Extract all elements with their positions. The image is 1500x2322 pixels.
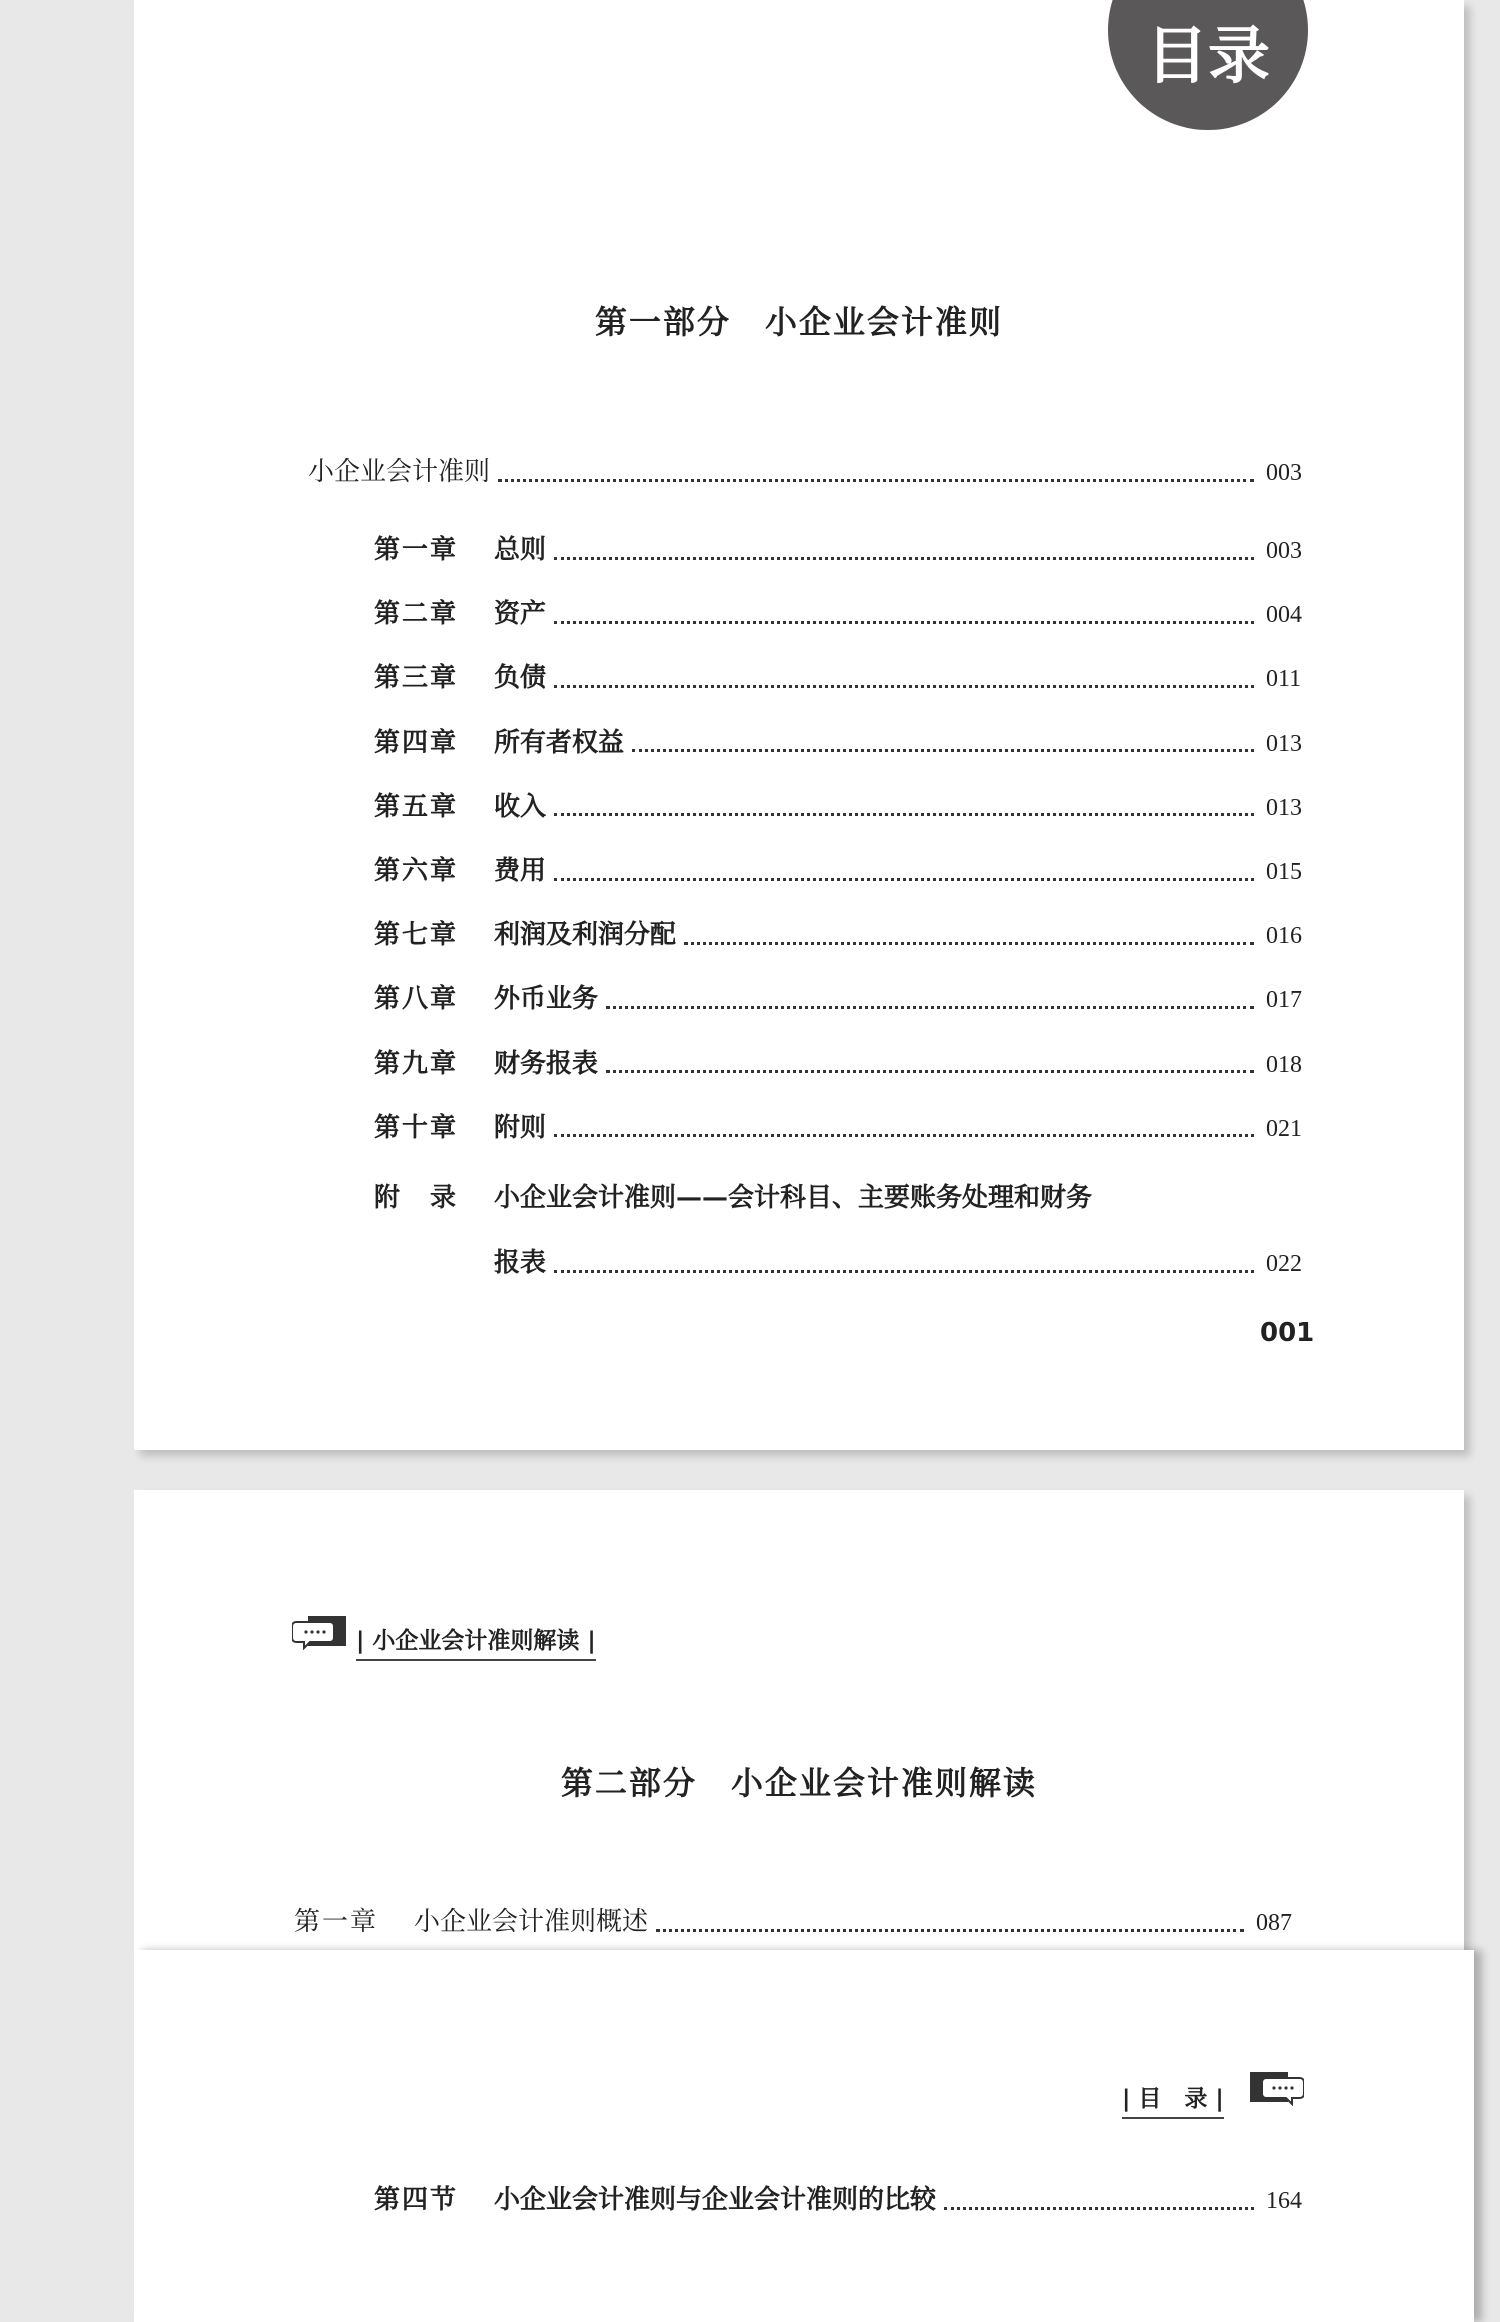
leader-dots [554, 557, 1254, 560]
toc-chapter-page: 021 [1266, 1115, 1302, 1142]
toc-page-2 [134, 1490, 1464, 1950]
toc-appendix-title-line2: 报表 [494, 1248, 547, 1278]
toc-chapter-page: 017 [1266, 987, 1302, 1014]
toc-page-1 [134, 0, 1464, 1450]
toc-chapter-num: 第七章 [374, 920, 459, 951]
toc-chapter-num: 第四章 [374, 727, 459, 758]
toc-chapter-page: 015 [1266, 859, 1302, 885]
toc-chapter-num: 第一章 [374, 535, 459, 565]
toc-chapter-page: 013 [1266, 794, 1302, 821]
toc-chapter-title: 利润及利润分配 [494, 920, 677, 951]
toc-entry-title: 小企业会计准则 [308, 457, 491, 487]
toc-entry-page: 003 [1266, 460, 1302, 486]
toc-chapter-title: 收入 [494, 791, 547, 822]
toc-chapter-row[interactable] [374, 658, 1310, 698]
toc-chapter-title: 负债 [494, 663, 547, 694]
toc-chapter-title: 附则 [494, 1112, 547, 1143]
leader-dots [554, 1270, 1254, 1273]
toc-chapter-row[interactable] [374, 915, 1310, 955]
speech-bubble-icon [1244, 2070, 1304, 2106]
toc-chapter-row[interactable] [374, 787, 1310, 827]
toc-main-entry[interactable] [308, 452, 1310, 492]
toc-chapter-page: 016 [1266, 923, 1302, 950]
leader-dots [554, 878, 1254, 881]
leader-dots [554, 1134, 1254, 1137]
toc-appendix-page: 022 [1266, 1251, 1302, 1277]
toc-chapter-title: 财务报表 [494, 1048, 599, 1079]
section-banner: | 目 录 | [1122, 2080, 1224, 2119]
toc-entry-num: 第一章 [294, 1907, 379, 1937]
toc-chapter-num: 第三章 [374, 663, 459, 694]
toc-chapter-row[interactable] [374, 594, 1310, 634]
toc-appendix-row-2[interactable] [494, 1243, 1310, 1283]
section-banner: | 小企业会计准则解读 | [356, 1622, 596, 1661]
toc-chapter-page: 004 [1266, 602, 1302, 629]
leader-dots [606, 1006, 1254, 1009]
contents-badge [1108, 0, 1308, 130]
toc-entry-title: 小企业会计准则与企业会计准则的比较 [494, 2185, 937, 2215]
toc-chapter-title: 资产 [494, 599, 547, 630]
toc-chapter-num: 第十章 [374, 1112, 459, 1143]
contents-badge-label: 目录 [1145, 19, 1270, 92]
toc-chapter-page: 003 [1266, 538, 1302, 564]
toc-chapter-row[interactable] [374, 723, 1310, 763]
toc-entry-num: 第四节 [374, 2185, 459, 2215]
toc-chapter-num: 第二章 [374, 599, 459, 630]
toc-page-3 [134, 1950, 1474, 2322]
leader-dots [656, 1929, 1244, 1932]
leader-dots [632, 749, 1254, 752]
toc-entry-page: 087 [1256, 1910, 1292, 1936]
toc-chapter-row[interactable] [374, 851, 1310, 891]
toc-entry[interactable] [374, 2180, 1310, 2220]
toc-chapter-row[interactable] [374, 1108, 1310, 1148]
toc-entry[interactable] [294, 1902, 1300, 1942]
toc-chapter-page: 018 [1266, 1051, 1302, 1078]
part-two-title: 第二部分 小企业会计准则解读 [560, 1764, 1037, 1802]
toc-appendix-num: 附 录 [374, 1183, 459, 1213]
part-one-title: 第一部分 小企业会计准则 [594, 303, 1003, 341]
toc-entry-title: 小企业会计准则概述 [414, 1907, 649, 1937]
toc-chapter-row[interactable] [374, 1044, 1310, 1084]
toc-chapter-row[interactable] [374, 979, 1310, 1019]
toc-chapter-title: 总则 [494, 535, 547, 565]
toc-entry-page: 164 [1266, 2188, 1302, 2214]
leader-dots [606, 1070, 1254, 1073]
toc-chapter-title: 费用 [494, 856, 547, 886]
leader-dots [554, 813, 1254, 816]
leader-dots [554, 621, 1254, 624]
leader-dots [684, 942, 1254, 945]
leader-dots [944, 2207, 1254, 2210]
toc-chapter-page: 011 [1266, 666, 1302, 693]
page-number: 001 [1260, 1318, 1315, 1348]
leader-dots [554, 685, 1254, 688]
toc-chapter-row[interactable] [374, 530, 1310, 570]
speech-bubble-icon [292, 1614, 352, 1650]
toc-chapter-num: 第八章 [374, 984, 459, 1015]
toc-appendix-title-line1: 小企业会计准则——会计科目、主要账务处理和财务 [494, 1183, 1093, 1213]
toc-chapter-num: 第五章 [374, 791, 459, 822]
toc-chapter-title: 所有者权益 [494, 727, 625, 758]
toc-chapter-num: 第九章 [374, 1048, 459, 1079]
toc-chapter-num: 第六章 [374, 856, 459, 886]
leader-dots [498, 479, 1254, 482]
toc-chapter-title: 外币业务 [494, 984, 599, 1015]
toc-appendix-row-1[interactable] [374, 1178, 1310, 1218]
toc-chapter-page: 013 [1266, 730, 1302, 757]
